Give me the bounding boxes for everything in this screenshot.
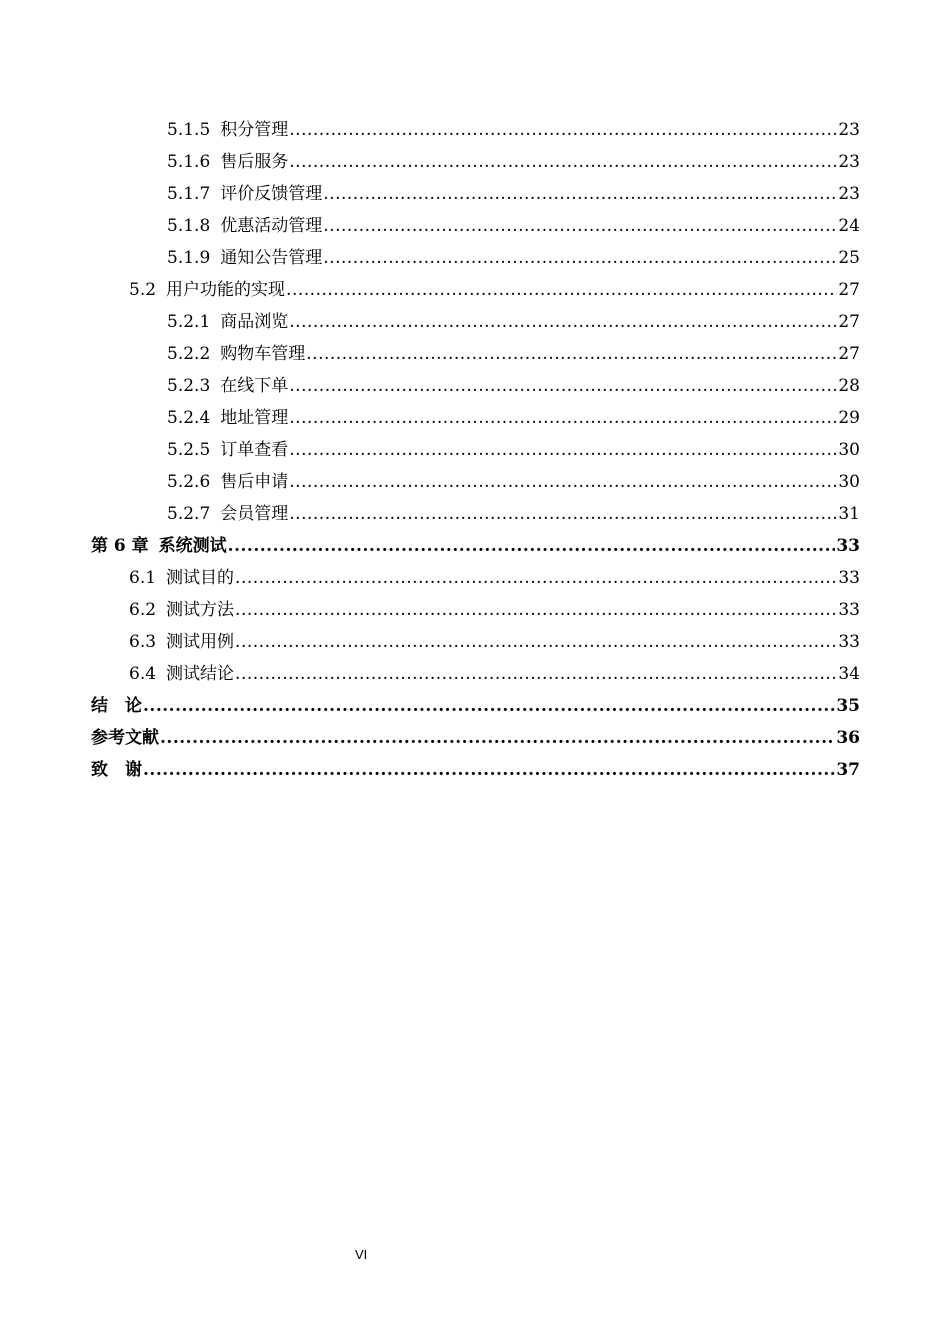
toc-dot-leader <box>289 434 837 466</box>
toc-dot-leader <box>143 754 835 786</box>
toc-entry[interactable] <box>91 722 860 754</box>
toc-entry-page: 35 <box>836 696 860 716</box>
toc-entry[interactable] <box>91 146 860 178</box>
toc-entry-page: 33 <box>838 568 860 588</box>
toc-dot-leader <box>235 626 837 658</box>
toc-entry-number: 5.2.5 <box>167 440 211 460</box>
toc-entry-title: 在线下单 <box>220 376 289 396</box>
toc-entry[interactable] <box>91 466 860 498</box>
toc-entry-page: 27 <box>838 344 860 364</box>
toc-entry-title: 评价反馈管理 <box>220 184 323 204</box>
toc-entry-title: 系统测试 <box>158 536 227 556</box>
toc-entry-title: 结 论 <box>91 696 142 716</box>
toc-dot-leader <box>228 530 836 562</box>
toc-entry-title: 测试目的 <box>166 568 235 588</box>
toc-entry-title: 用户功能的实现 <box>166 280 286 300</box>
toc-entry-number: 5.2.7 <box>167 504 211 524</box>
table-of-contents <box>91 114 860 786</box>
toc-entry-page: 33 <box>838 632 860 652</box>
toc-entry[interactable] <box>91 594 860 626</box>
toc-entry-title: 会员管理 <box>220 504 289 524</box>
toc-entry-title: 测试方法 <box>166 600 235 620</box>
toc-entry-number: 5.2.3 <box>167 376 211 396</box>
toc-entry-number: 5.2.2 <box>167 344 211 364</box>
toc-entry[interactable] <box>91 274 860 306</box>
toc-entry-page: 29 <box>838 408 860 428</box>
toc-entry-title: 商品浏览 <box>220 312 289 332</box>
toc-entry-title: 参考文献 <box>91 728 159 748</box>
toc-entry-page: 33 <box>838 600 860 620</box>
toc-entry-number: 5.2 <box>129 280 157 300</box>
toc-entry-title: 测试用例 <box>166 632 235 652</box>
toc-entry-number: 5.1.8 <box>167 216 211 236</box>
toc-entry-title: 致 谢 <box>91 760 142 780</box>
toc-entry-page: 23 <box>838 184 860 204</box>
toc-entry-number: 第 6 章 <box>91 536 149 556</box>
toc-entry-number: 6.3 <box>129 632 157 652</box>
toc-dot-leader <box>323 210 837 242</box>
toc-entry-page: 36 <box>836 728 860 748</box>
toc-entry-page: 25 <box>838 248 860 268</box>
toc-dot-leader <box>235 658 837 690</box>
toc-entry[interactable] <box>91 754 860 786</box>
toc-entry[interactable] <box>91 626 860 658</box>
toc-dot-leader <box>289 306 837 338</box>
toc-entry[interactable] <box>91 690 860 722</box>
toc-entry-number: 5.1.6 <box>167 152 211 172</box>
toc-entry-number: 5.1.5 <box>167 120 211 140</box>
toc-entry[interactable] <box>91 498 860 530</box>
toc-entry-number: 6.1 <box>129 568 157 588</box>
toc-entry-page: 27 <box>838 280 860 300</box>
toc-entry-number: 5.2.4 <box>167 408 211 428</box>
toc-dot-leader <box>286 274 837 306</box>
toc-entry[interactable] <box>91 178 860 210</box>
toc-entry-page: 37 <box>836 760 860 780</box>
toc-entry-title: 售后服务 <box>220 152 289 172</box>
toc-dot-leader <box>235 594 837 626</box>
toc-dot-leader <box>323 242 837 274</box>
toc-dot-leader <box>143 690 835 722</box>
toc-entry-number: 5.2.1 <box>167 312 211 332</box>
toc-dot-leader <box>323 178 837 210</box>
toc-entry-page: 31 <box>838 504 860 524</box>
toc-entry-title: 测试结论 <box>166 664 235 684</box>
toc-dot-leader <box>235 562 837 594</box>
toc-entry[interactable] <box>91 242 860 274</box>
toc-entry-number: 6.4 <box>129 664 157 684</box>
toc-entry-page: 30 <box>838 440 860 460</box>
toc-entry-page: 27 <box>838 312 860 332</box>
toc-entry-title: 优惠活动管理 <box>220 216 323 236</box>
toc-entry[interactable] <box>91 306 860 338</box>
toc-entry-page: 23 <box>838 120 860 140</box>
page-number: VI <box>355 1247 368 1262</box>
toc-entry[interactable] <box>91 402 860 434</box>
toc-entry[interactable] <box>91 338 860 370</box>
toc-entry-page: 23 <box>838 152 860 172</box>
toc-entry[interactable] <box>91 210 860 242</box>
toc-entry-page: 34 <box>838 664 860 684</box>
toc-entry[interactable] <box>91 562 860 594</box>
toc-entry-title: 购物车管理 <box>220 344 306 364</box>
toc-entry[interactable] <box>91 434 860 466</box>
toc-dot-leader <box>289 114 837 146</box>
toc-entry-title: 积分管理 <box>220 120 289 140</box>
toc-entry-page: 33 <box>836 536 860 556</box>
toc-entry-title: 通知公告管理 <box>220 248 323 268</box>
toc-dot-leader <box>289 146 837 178</box>
toc-entry[interactable] <box>91 530 860 562</box>
toc-entry[interactable] <box>91 658 860 690</box>
toc-dot-leader <box>289 370 837 402</box>
toc-dot-leader <box>289 466 837 498</box>
toc-entry-page: 30 <box>838 472 860 492</box>
toc-dot-leader <box>289 402 837 434</box>
toc-entry-title: 订单查看 <box>220 440 289 460</box>
toc-entry-page: 24 <box>838 216 860 236</box>
toc-entry-title: 售后申请 <box>220 472 289 492</box>
toc-entry-number: 5.1.7 <box>167 184 211 204</box>
toc-dot-leader <box>306 338 837 370</box>
toc-entry-title: 地址管理 <box>220 408 289 428</box>
toc-entry-number: 5.2.6 <box>167 472 211 492</box>
toc-entry-page: 28 <box>838 376 860 396</box>
toc-entry[interactable] <box>91 114 860 146</box>
toc-dot-leader <box>289 498 837 530</box>
toc-entry[interactable] <box>91 370 860 402</box>
toc-dot-leader <box>160 722 835 754</box>
toc-entry-number: 5.1.9 <box>167 248 211 268</box>
toc-entry-number: 6.2 <box>129 600 157 620</box>
